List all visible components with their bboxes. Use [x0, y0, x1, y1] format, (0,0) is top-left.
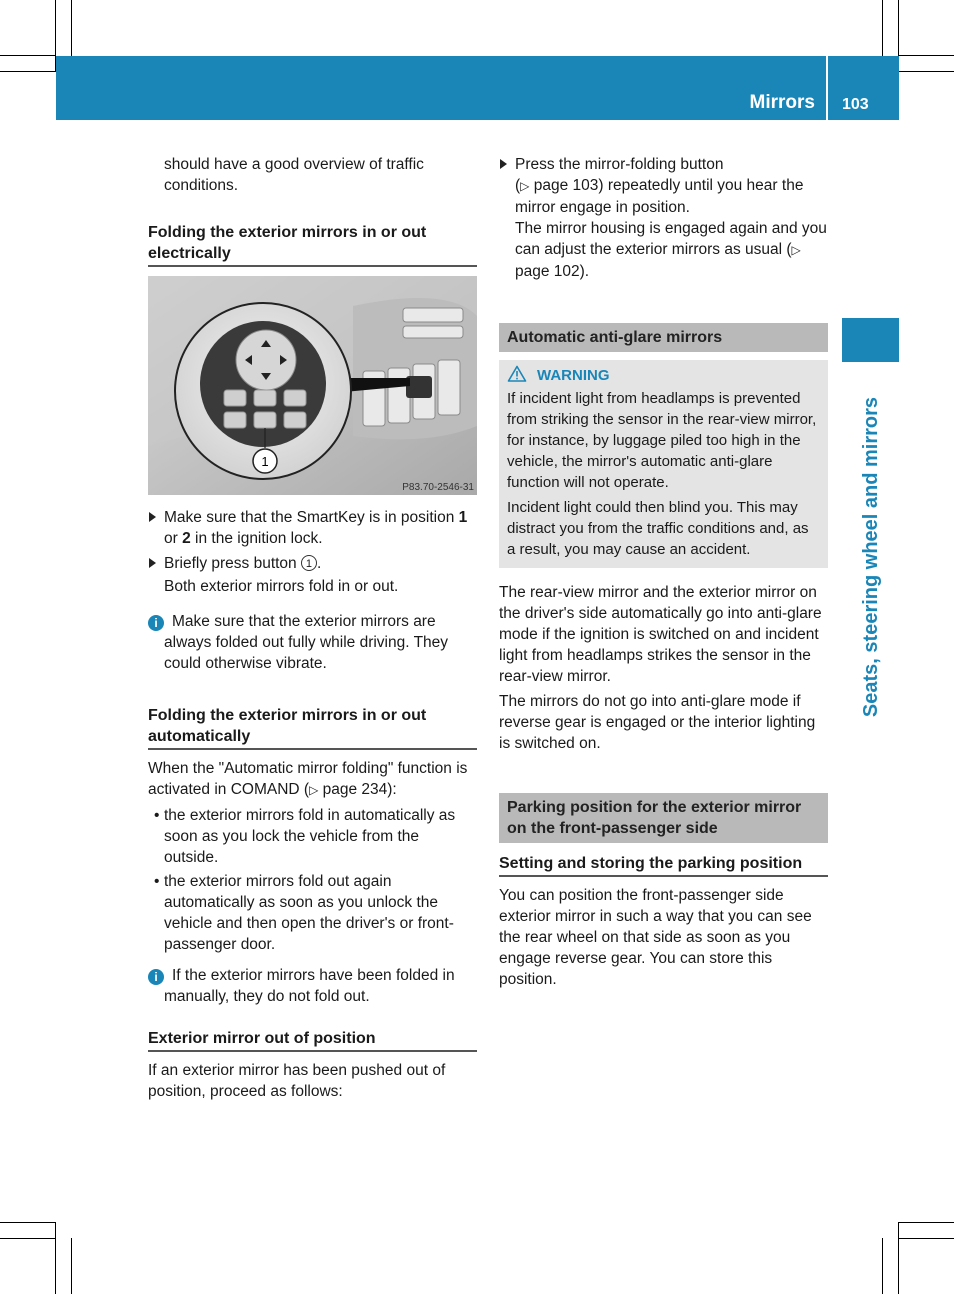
heading-parking-position: Parking position for the exterior mirror on the front-passenger side	[499, 793, 828, 843]
page-number: 103	[842, 96, 869, 113]
crop-mark	[898, 55, 954, 56]
intro-text: should have a good overview of traffic conditions.	[164, 156, 424, 194]
crop-mark	[71, 0, 72, 56]
crop-mark	[0, 71, 56, 72]
crop-mark	[898, 71, 954, 72]
left-column	[148, 150, 477, 1102]
page-ref-arrow-icon: ▷	[309, 783, 319, 797]
antiglare-text-1: The rear-view mirror and the exterior mirror on the driver's side automatically go into anti-glare mode if the ignition is switched on and incident light from headlamps strikes the sensor in the rear-view mirror.	[499, 584, 822, 685]
mirror-switch-illustration	[148, 276, 477, 495]
crop-mark	[882, 1238, 883, 1294]
crop-mark	[55, 1222, 56, 1294]
step-press-folding-button: Press the mirror-folding button (▷ page 103) repeatedly until you hear the mirror engage in position.	[499, 154, 828, 218]
crop-mark	[0, 55, 56, 56]
crop-mark	[0, 1238, 56, 1239]
info-note-2: i If the exterior mirrors have been folded in manually, they do not fold out.	[148, 965, 477, 1007]
heading-out-of-position: Exterior mirror out of position	[148, 1028, 477, 1052]
section-title: Mirrors	[749, 92, 815, 113]
out-of-position-text: If an exterior mirror has been pushed out of position, proceed as follows:	[148, 1062, 446, 1100]
crop-mark	[898, 1222, 954, 1223]
crop-mark	[0, 1222, 56, 1223]
list-item: • the exterior mirrors fold out again automatically as soon as you unlock the vehicle and then open the driver's or front-passenger door.	[154, 873, 454, 953]
warning-box	[499, 360, 828, 568]
callout-1: 1	[261, 454, 269, 469]
heading-fold-electric: Folding the exterior mirrors in or out electrically	[148, 222, 477, 267]
mirror-switch-photo	[148, 276, 477, 495]
auto-intro: When the "Automatic mirror folding" function is activated in COMAND (▷ page 234):	[148, 760, 468, 798]
step-result-engaged: The mirror housing is engaged again and you can adjust the exterior mirrors as usual (▷ page 102).	[515, 220, 827, 280]
circled-number-1: 1	[301, 555, 317, 571]
header-divider	[826, 56, 828, 120]
step-press-button: Briefly press button 1 .	[148, 553, 477, 574]
step-smartkey: Make sure that the SmartKey is in position 1 or 2 in the ignition lock.	[148, 507, 477, 549]
chapter-tab	[842, 318, 899, 362]
crop-mark	[71, 1238, 72, 1294]
crop-mark	[882, 0, 883, 56]
figure-code: P83.70-2546-31	[402, 482, 474, 493]
right-column	[499, 150, 828, 990]
page-ref-arrow-icon: ▷	[791, 243, 801, 257]
parking-text: You can position the front-passenger side exterior mirror in such a way that you can see the rear wheel on that side as soon as you engage reverse gear. You can store this position.	[499, 887, 812, 988]
warning-text-1: If incident light from headlamps is prevented from striking the sensor in the rear-view mirror, for instance, by luggage piled too high in the vehicle, the mirror's automatic anti-glare function will not operate.	[507, 390, 817, 491]
crop-mark	[898, 1238, 954, 1239]
step-result: Both exterior mirrors fold in or out.	[164, 578, 399, 595]
info-icon: i	[148, 969, 164, 985]
heading-antiglare: Automatic anti-glare mirrors	[499, 323, 828, 352]
heading-fold-auto: Folding the exterior mirrors in or out automatically	[148, 705, 477, 750]
info-icon: i	[148, 615, 164, 631]
warning-triangle-icon	[507, 365, 527, 382]
page-ref-arrow-icon: ▷	[520, 179, 530, 193]
info-note-1: i Make sure that the exterior mirrors are always folded out fully while driving. They could otherwise vibrate.	[148, 611, 477, 674]
crop-mark	[898, 1222, 899, 1294]
list-item: • the exterior mirrors fold in automatically as soon as you lock the vehicle from the outside.	[154, 807, 456, 866]
warning-text-2: Incident light could then blind you. This may distract you from the traffic conditions and, as a result, you may cause an accident.	[507, 499, 809, 558]
heading-setting-storing: Setting and storing the parking position	[499, 853, 828, 877]
antiglare-text-2: The mirrors do not go into anti-glare mode if reverse gear is engaged or the interior lighting is switched on.	[499, 693, 816, 752]
warning-title: WARNING	[507, 365, 820, 386]
